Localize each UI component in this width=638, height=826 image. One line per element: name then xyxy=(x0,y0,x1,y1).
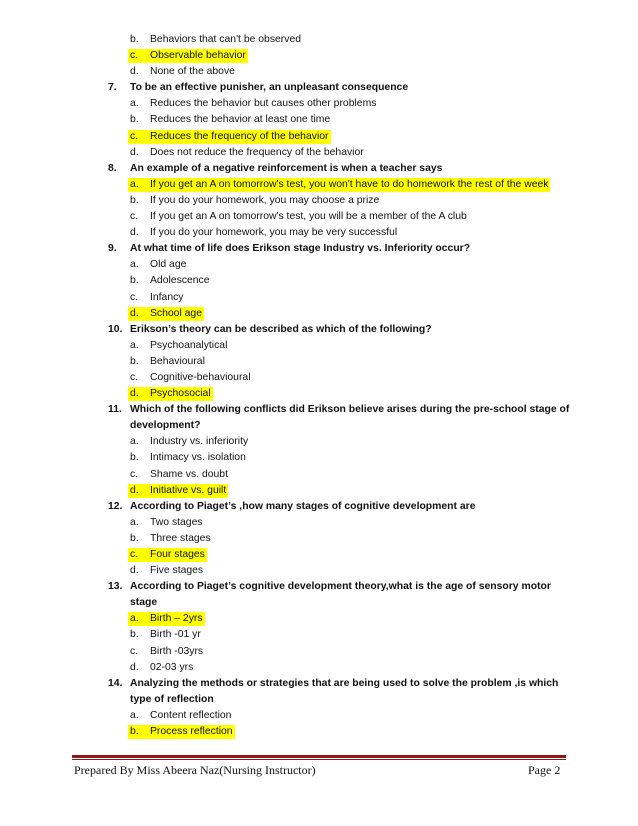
option-letter: c. xyxy=(130,211,139,223)
question-text: Erikson’s theory can be described as which of the following? xyxy=(130,323,432,335)
option-text: Initiative vs. guilt xyxy=(150,484,227,496)
answer-option-highlighted xyxy=(108,724,578,740)
option-text: Industry vs. inferiority xyxy=(150,436,249,448)
question-item xyxy=(108,579,578,611)
answer-option xyxy=(108,563,578,579)
footer-rule xyxy=(72,755,566,758)
question-text: According to Piaget’s ,how many stages of cognitive development are xyxy=(130,500,476,512)
option-letter: a. xyxy=(130,613,139,625)
option-letter: b. xyxy=(130,34,139,45)
answer-option xyxy=(108,112,578,128)
option-letter: a. xyxy=(130,98,139,110)
answer-option-highlighted xyxy=(108,48,578,64)
answer-option xyxy=(108,64,578,80)
answer-option xyxy=(108,225,578,241)
option-letter: c. xyxy=(130,50,139,62)
option-text: Cognitive-behavioural xyxy=(150,371,251,383)
answer-option xyxy=(108,290,578,306)
option-letter: c. xyxy=(130,549,139,560)
option-text: 02-03 yrs xyxy=(150,661,194,673)
option-text: Two stages xyxy=(150,516,203,528)
question-number: 10. xyxy=(108,323,123,335)
question-item xyxy=(108,241,578,257)
option-letter: b. xyxy=(130,194,139,206)
option-letter: a. xyxy=(130,709,139,721)
option-text: Process reflection xyxy=(150,726,233,738)
question-text: An example of a negative reinforcement is when a teacher says xyxy=(130,162,443,174)
option-text: Three stages xyxy=(150,532,211,544)
option-text: Reduces the behavior at least one time xyxy=(150,114,331,126)
option-text: Observable behavior xyxy=(150,50,246,62)
option-text: None of the above xyxy=(150,66,235,78)
answer-option xyxy=(108,32,578,48)
answer-option xyxy=(108,370,578,386)
option-letter: a. xyxy=(130,178,139,190)
answer-option-highlighted xyxy=(108,177,578,193)
option-letter: b. xyxy=(130,355,139,367)
option-letter: d. xyxy=(130,565,139,577)
option-text: Five stages xyxy=(150,565,204,577)
option-text: Intimacy vs. isolation xyxy=(150,452,246,464)
option-text: If you do your homework, you may choose a prize xyxy=(150,194,380,206)
answer-option-highlighted xyxy=(108,547,578,563)
question-item xyxy=(108,322,578,338)
answer-option xyxy=(108,257,578,273)
option-letter: b. xyxy=(130,726,139,738)
option-letter: a. xyxy=(130,516,139,528)
option-text: Old age xyxy=(150,259,187,271)
option-letter: d. xyxy=(130,227,139,239)
option-text: Behavioural xyxy=(150,355,205,367)
option-letter: a. xyxy=(130,259,139,271)
option-text: Four stages xyxy=(150,549,205,560)
option-letter: c. xyxy=(130,130,139,142)
question-item xyxy=(108,499,578,515)
option-text: Content reflection xyxy=(150,709,232,721)
answer-option-highlighted xyxy=(108,129,578,145)
option-letter: b. xyxy=(130,275,139,287)
option-letter: c. xyxy=(130,371,139,383)
answer-option xyxy=(108,660,578,676)
option-text: School age xyxy=(150,307,202,319)
answer-option xyxy=(108,450,578,466)
footer-page-number: Page 2 xyxy=(528,763,561,777)
answer-option xyxy=(108,434,578,450)
option-text: Birth -03yrs xyxy=(150,645,204,657)
answer-option-highlighted xyxy=(108,386,578,402)
question-number: 8. xyxy=(108,162,117,174)
option-letter: d. xyxy=(130,146,139,158)
option-letter: d. xyxy=(130,307,139,319)
question-item xyxy=(108,80,578,96)
option-text: If you get an A on tomorrow's test, you won't have to do homework the rest of the week xyxy=(150,178,549,190)
answer-option xyxy=(108,96,578,112)
answer-option xyxy=(108,193,578,209)
option-text: Birth – 2yrs xyxy=(150,613,203,625)
question-number: 12. xyxy=(108,500,123,512)
question-text: Analyzing the methods or strategies that are being used to solve the problem ,is which type of reflection xyxy=(130,677,559,705)
question-text: Which of the following conflicts did Erikson believe arises during the pre-school stage of development? xyxy=(130,404,570,432)
option-letter: b. xyxy=(130,452,139,464)
option-text: Birth -01 yr xyxy=(150,629,201,641)
option-letter: d. xyxy=(130,66,139,78)
question-number: 7. xyxy=(108,82,117,94)
answer-option-highlighted xyxy=(108,483,578,499)
option-letter: a. xyxy=(130,339,139,351)
answer-option xyxy=(108,515,578,531)
option-text: Does not reduce the frequency of the behavior xyxy=(150,146,364,158)
option-letter: c. xyxy=(130,645,139,657)
answer-option xyxy=(108,627,578,643)
option-text: If you do your homework, you may be very successful xyxy=(150,227,398,239)
question-item xyxy=(108,161,578,177)
question-list xyxy=(108,32,578,740)
answer-option xyxy=(108,209,578,225)
question-number: 11. xyxy=(108,404,122,416)
answer-option xyxy=(108,467,578,483)
question-text: To be an effective punisher, an unpleasant consequence xyxy=(130,82,409,94)
option-letter: a. xyxy=(130,436,139,448)
footer-author: Prepared By Miss Abeera Naz(Nursing Instructor) xyxy=(74,763,316,777)
option-letter: d. xyxy=(130,661,139,673)
option-letter: b. xyxy=(130,114,139,126)
answer-option xyxy=(108,644,578,660)
answer-option xyxy=(108,338,578,354)
option-text: Behaviors that can't be observed xyxy=(150,34,302,45)
option-text: If you get an A on tomorrow's test, you will be a member of the A club xyxy=(150,211,467,223)
question-item xyxy=(108,676,578,708)
answer-option-highlighted xyxy=(108,611,578,627)
option-text: Psychosocial xyxy=(150,388,211,400)
answer-option-highlighted xyxy=(108,306,578,322)
answer-option xyxy=(108,531,578,547)
option-letter: c. xyxy=(130,291,139,303)
answer-option xyxy=(108,145,578,161)
option-letter: c. xyxy=(130,468,139,480)
option-text: Reduces the frequency of the behavior xyxy=(150,130,329,142)
question-text: At what time of life does Erikson stage Industry vs. Inferiority occur? xyxy=(130,243,471,255)
option-text: Reduces the behavior but causes other problems xyxy=(150,98,377,110)
option-text: Infancy xyxy=(150,291,184,303)
question-number: 9. xyxy=(108,243,117,255)
footer-rule-thin xyxy=(72,759,566,760)
question-item xyxy=(108,402,578,434)
question-number: 13. xyxy=(108,581,123,593)
option-text: Adolescence xyxy=(150,275,210,287)
option-letter: b. xyxy=(130,629,139,641)
option-letter: d. xyxy=(130,388,139,400)
answer-option xyxy=(108,273,578,289)
answer-option xyxy=(108,354,578,370)
question-number: 14. xyxy=(108,677,123,689)
option-letter: b. xyxy=(130,532,139,544)
option-letter: d. xyxy=(130,484,139,496)
question-text: According to Piaget’s cognitive development theory,what is the age of sensory motor stage xyxy=(130,581,551,609)
option-text: Psychoanalytical xyxy=(150,339,228,351)
option-text: Shame vs. doubt xyxy=(150,468,228,480)
answer-option xyxy=(108,708,578,724)
